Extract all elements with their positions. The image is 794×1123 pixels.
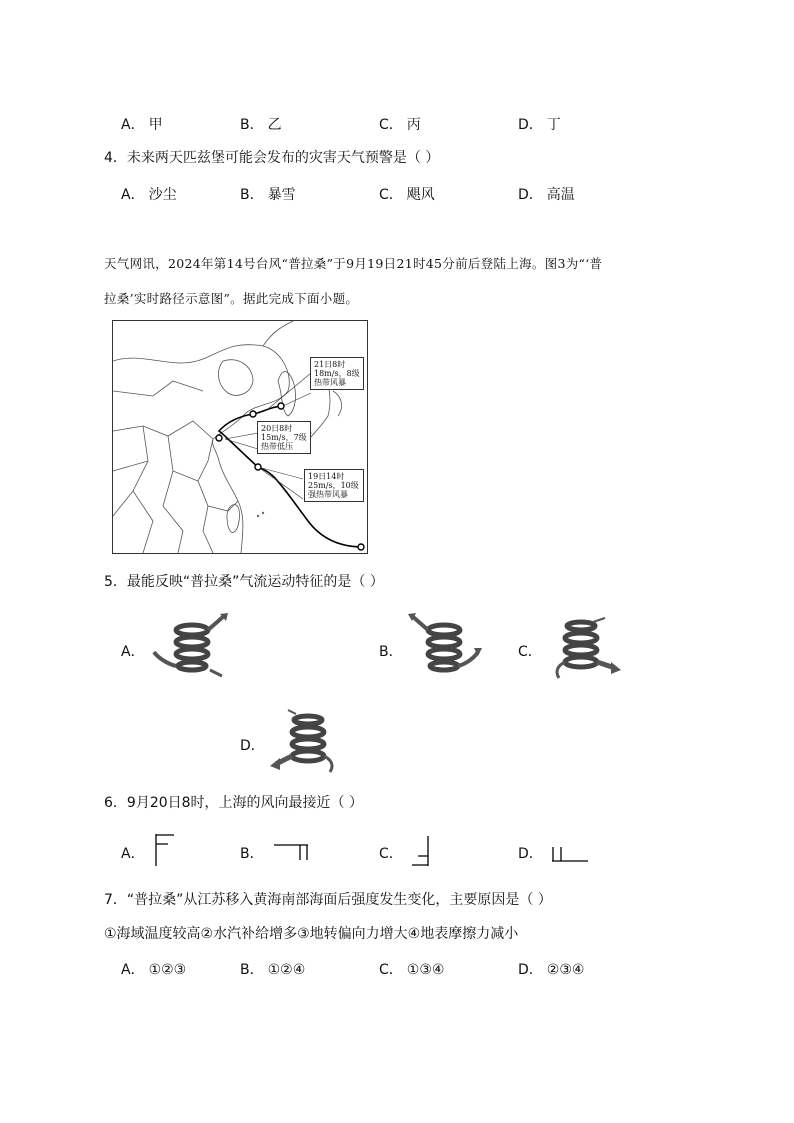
q5-stem: 5．最能反映“普拉桑”气流运动特征的是（ ）: [104, 574, 384, 590]
q5-option-c-key[interactable]: C．: [518, 644, 542, 660]
q4-option-d[interactable]: D． 高温: [518, 187, 575, 203]
wind-barb-d-icon[interactable]: [550, 843, 590, 863]
map-label-21: 21日8时 18m/s，8级 热带风暴: [310, 357, 364, 390]
q4-option-b[interactable]: B． 暴雪: [240, 187, 296, 203]
q5-option-d-key[interactable]: D．: [240, 738, 265, 754]
typhoon-track-map: [112, 320, 368, 554]
q3-option-d[interactable]: D． 丁: [518, 117, 561, 133]
q3-option-c[interactable]: C． 丙: [379, 117, 421, 133]
wind-barb-c-icon[interactable]: [410, 834, 434, 868]
q7-option-a[interactable]: A． ①②③: [121, 962, 187, 978]
q7-option-d[interactable]: D． ②③④: [518, 962, 585, 978]
q3-option-b[interactable]: B． 乙: [240, 117, 282, 133]
spiral-ccw-down-icon[interactable]: [268, 706, 348, 778]
spiral-ccw-up-icon[interactable]: [150, 612, 230, 682]
passage-line-2: 拉桑’实时路径示意图”。据此完成下面小题。: [104, 291, 359, 306]
q5-option-b-key[interactable]: B．: [379, 644, 403, 660]
q6-option-a-key[interactable]: A．: [121, 846, 145, 862]
wind-barb-a-icon[interactable]: [154, 832, 178, 868]
q7-statements: ①海域温度较高②水汽补给增多③地转偏向力增大④地表摩擦力减小: [104, 926, 519, 942]
spiral-cw-up-icon[interactable]: [404, 612, 484, 682]
map-label-19: 19日14时 25m/s，10级 强热带风暴: [304, 469, 364, 502]
q5-option-a-key[interactable]: A．: [121, 644, 145, 660]
passage-line-1: 天气网讯，2024年第14号台风“普拉桑”于9月19日21时45分前后登陆上海。图3为“‘普: [104, 256, 603, 271]
wind-barb-b-icon[interactable]: [272, 843, 312, 863]
q6-stem: 6．9月20日8时，上海的风向最接近（ ）: [104, 795, 363, 811]
q6-option-b-key[interactable]: B．: [240, 846, 264, 862]
q4-stem: 4．未来两天匹兹堡可能会发布的灾害天气预警是（ ）: [104, 150, 440, 166]
q6-option-d-key[interactable]: D．: [518, 846, 543, 862]
q7-option-c[interactable]: C． ①③④: [379, 962, 445, 978]
q4-option-a[interactable]: A． 沙尘: [121, 187, 177, 203]
q7-stem: 7．“普拉桑”从江苏移入黄海南部海面后强度发生变化，主要原因是（ ）: [104, 892, 552, 908]
map-label-20: 20日8时 15m/s，7级 热带低压: [257, 421, 311, 454]
q3-option-a[interactable]: A． 甲: [121, 117, 163, 133]
spiral-cw-down-icon[interactable]: [545, 612, 625, 687]
map-drawing: [113, 321, 367, 553]
q6-option-c-key[interactable]: C．: [379, 846, 403, 862]
q7-option-b[interactable]: B． ①②④: [240, 962, 306, 978]
q4-option-c[interactable]: C． 飓风: [379, 187, 435, 203]
